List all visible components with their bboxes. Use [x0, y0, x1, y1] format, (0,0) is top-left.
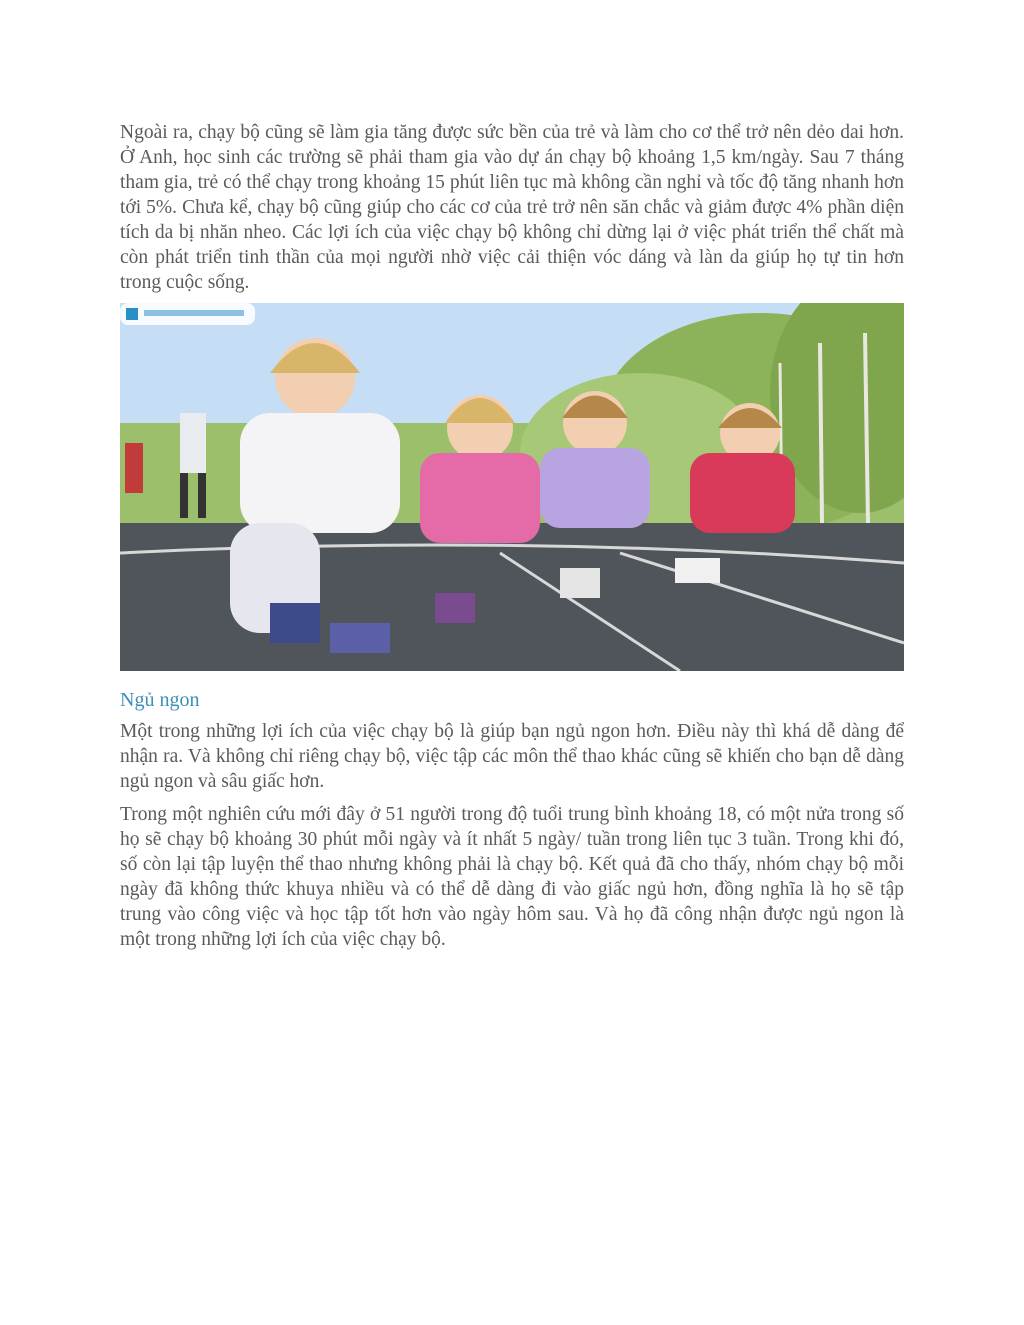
section-paragraph-2: Trong một nghiên cứu mới đây ở 51 người trong độ tuổi trung bình khoảng 18, có một nửa trong số họ sẽ chạy bộ khoảng 30 phút mỗi ngày và ít nhất 5 ngày/ tuần trong liên tục 3 tuần. Trong khi đó, số còn lại tập luyện thể thao nhưng không phải là chạy bộ. Kết quả đã cho thấy, nhóm chạy bộ mỗi ngày đã không thức khuya nhiều và có thể dễ dàng đi vào giấc ngủ hơn, đồng nghĩa là họ sẽ tập trung vào công việc và học tập tốt hơn vào ngày hôm sau. Và họ đã công nhận được ngủ ngon là một trong những lợi ích của việc chạy bộ. [120, 804, 904, 950]
section-heading: Ngủ ngon [120, 689, 200, 711]
photo-illustration [120, 303, 904, 671]
document-page [120, 120, 904, 952]
intro-paragraph: Ngoài ra, chạy bộ cũng sẽ làm gia tăng được sức bền của trẻ và làm cho cơ thể trở nên dẻo dai hơn. Ở Anh, học sinh các trường sẽ phải tham gia vào dự án chạy bộ khoảng 1,5 km/ngày. Sau 7 tháng tham gia, trẻ có thể chạy trong khoảng 15 phút liên tục mà không cần nghỉ và tốc độ tăng nhanh hơn tới 5%. Chưa kể, chạy bộ cũng giúp cho các cơ của trẻ trở nên săn chắc và giảm được 4% phần diện tích da bị nhăn nheo. Các lợi ích của việc chạy bộ không chỉ dừng lại ở việc phát triển thể chất mà còn phát triển tinh thần của mọi người nhờ việc cải thiện vóc dáng và làn da giúp họ tự tin hơn trong cuộc sống. [120, 122, 904, 293]
children-running-photo [120, 303, 904, 671]
section-paragraph-1: Một trong những lợi ích của việc chạy bộ là giúp bạn ngủ ngon hơn. Điều này thì khá dễ dàng để nhận ra. Và không chỉ riêng chạy bộ, việc tập các môn thể thao khác cũng sẽ khiến cho bạn dễ dàng ngủ ngon và sâu giấc hơn. [120, 721, 904, 792]
